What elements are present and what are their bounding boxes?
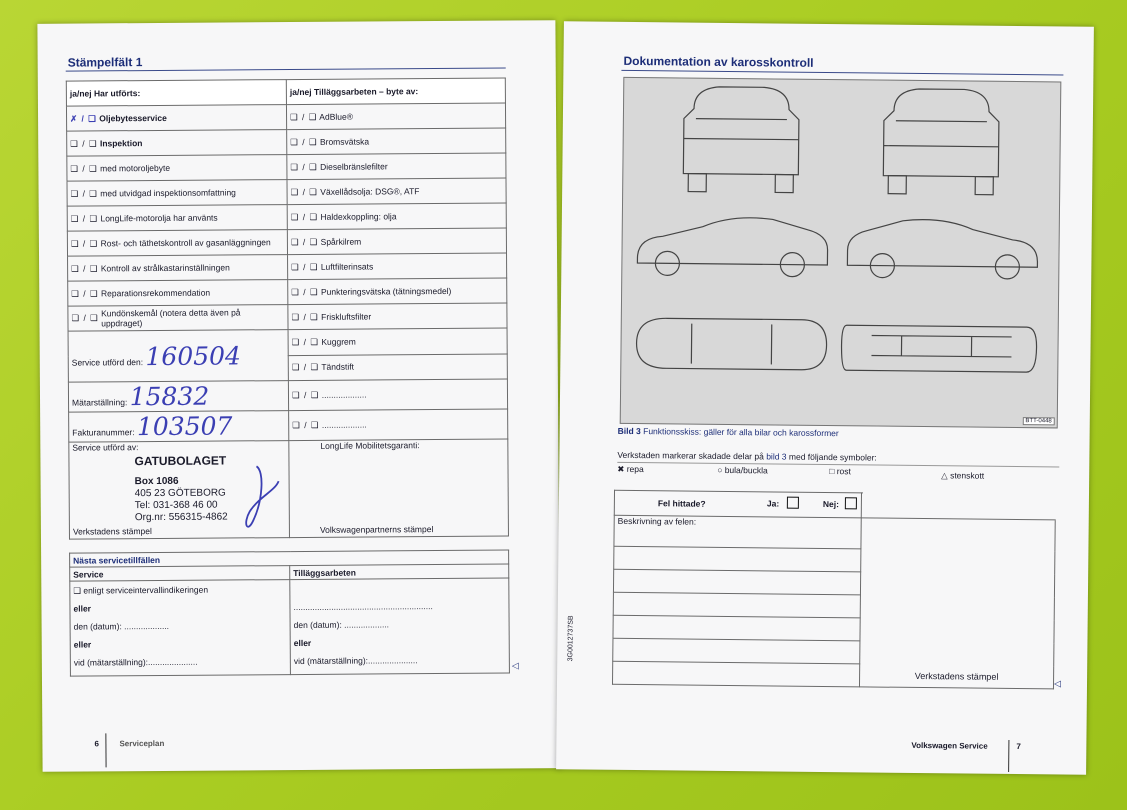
row-diesel-filter[interactable]: ❑ / ❑ Dieselbränslefilter (287, 153, 506, 180)
page-label: Serviceplan (119, 738, 165, 749)
row-timing-belt[interactable]: ❑ / ❑ Kuggrem (288, 328, 507, 355)
next-service-table (69, 550, 510, 677)
description-line[interactable] (613, 592, 860, 618)
row-adblue[interactable]: ❑ / ❑ AdBlue® (286, 103, 505, 130)
row-haldex[interactable]: ❑ / ❑ Haldexkoppling: olja (287, 203, 506, 230)
row-rust-gas[interactable]: ❑ / ❑ Rost- och täthetskontroll av gasanläggningen (67, 230, 287, 257)
section-title: Dokumentation av karosskontroll (623, 53, 814, 70)
row-extra-2[interactable]: ❑ / ❑ ................... (289, 409, 508, 441)
next-title: Nästa servicetillfällen (70, 550, 509, 567)
car-sketch[interactable] (620, 77, 1062, 429)
fault-found-row: Fel hittade? Ja: Nej: (614, 490, 861, 518)
faults-table (612, 490, 1056, 690)
stamp-name: GATUBOLAGET (134, 453, 227, 469)
row-brake-fluid[interactable]: ❑ / ❑ Bromsvätska (287, 128, 506, 155)
next-extra-cell[interactable]: ........................................................... den (datum): ................... eller vid (mätarställning):..................... (290, 578, 510, 675)
row-cabin-filter[interactable]: ❑ / ❑ Friskluftsfilter (288, 303, 507, 330)
row-gearbox-oil[interactable]: ❑ / ❑ Växellådsolja: DSG®, ATF (287, 178, 506, 205)
col2-header: ja/nej Tilläggsarbeten – byte av: (286, 78, 505, 105)
description-line[interactable] (613, 569, 860, 595)
row-customer-wish[interactable]: ❑ / ❑ Kundönskemål (notera detta även på uppdraget) (68, 305, 288, 332)
right-page (556, 21, 1094, 775)
description-line[interactable] (614, 546, 861, 572)
row-inspection[interactable]: ❑ / ❑ Inspektion (67, 130, 287, 157)
yes-checkbox[interactable] (787, 497, 799, 509)
checkbox-checked[interactable]: ✗ / ❑ (70, 112, 97, 124)
left-page (37, 20, 560, 772)
service-date-value: 160504 (145, 340, 241, 371)
row-belt[interactable]: ❑ / ❑ Spårkilrem (287, 228, 506, 255)
car-outline-icon (621, 78, 1061, 428)
longlife-cell: LongLife Mobilitetsgaranti: Volkswagenpartnerns stämpel (289, 439, 509, 538)
title-rule (621, 70, 1063, 76)
symbol-scratch: ✖ repa (617, 463, 644, 475)
mileage-cell[interactable]: Mätarställning: 15832 (68, 381, 288, 413)
mileage-value: 15832 (129, 381, 210, 412)
description-line[interactable] (613, 638, 860, 664)
page-number: 7 (1016, 742, 1021, 752)
no-checkbox[interactable] (845, 497, 857, 509)
description-label: Beskrivning av felen: (614, 515, 861, 549)
figure-caption: Bild 3 Funktionsskiss: gäller för alla bilar och karossformer (617, 425, 839, 439)
triangle-icon: ◁ (511, 660, 519, 671)
page-number: 6 (94, 739, 99, 749)
stamp-address: Box 1086 405 23 GÖTEBORG Tel: 031-368 46 00 Org.nr: 556315-4862 (134, 475, 228, 524)
invoice-cell[interactable]: Fakturanummer: 103507 (69, 411, 289, 443)
section-title: Stämpelfält 1 (67, 55, 143, 70)
col1-header: ja/nej Har utförts: (66, 80, 286, 107)
invoice-value: 103507 (136, 411, 233, 442)
row-longlife[interactable]: ❑ / ❑ LongLife-motorolja har använts (67, 205, 287, 232)
row-extra-1[interactable]: ❑ / ❑ ................... (288, 379, 507, 411)
row-headlight[interactable]: ❑ / ❑ Kontroll av strålkastarinställningen (68, 255, 288, 282)
footer-divider (105, 733, 106, 767)
next-service-cell[interactable]: ❑ enligt serviceintervallindikeringen eller den (datum): ................... eller vid (mätarställning):..................... (70, 580, 291, 677)
row-air-filter[interactable]: ❑ / ❑ Luftfilterinsats (288, 253, 507, 280)
next-col2: Tilläggsarbeten (290, 564, 509, 580)
symbol-dent: ○ bula/buckla (717, 464, 768, 476)
row-spark-plug[interactable]: ❑ / ❑ Tändstift (288, 354, 507, 381)
footer-divider (1008, 740, 1009, 772)
service-date-cell[interactable]: Service utförd den: 160504 (68, 330, 288, 383)
workshop-stamp-cell: Verkstadens stämpel (859, 518, 1055, 689)
row-extended-inspection[interactable]: ❑ / ❑ med utvidgad inspektionsomfattning (67, 180, 287, 207)
doc-code: 3G0012737SB (567, 615, 575, 662)
description-line[interactable] (613, 615, 860, 641)
triangle-icon: ◁ (1053, 678, 1061, 689)
footer-brand: Volkswagen Service (911, 740, 988, 751)
service-by-cell: Service utförd av: GATUBOLAGET Box 1086 405 23 GÖTEBORG Tel: 031-368 46 00 Org.nr: 556315-4862 Verkstadens stämpel (69, 441, 290, 540)
stamp-table (66, 78, 509, 540)
row-puncture[interactable]: ❑ / ❑ Punkteringsvätska (tätningsmedel) (288, 278, 507, 305)
symbol-stone-chip: △ stenskott (941, 470, 985, 481)
next-col1: Service (70, 566, 290, 582)
figure-code: BTT-0448 (1022, 417, 1054, 425)
row-oil-change[interactable]: ❑ / ❑ med motoroljebyte (67, 155, 287, 182)
row-oil-service[interactable]: ✗ / ❑ Oljebytesservice (66, 105, 286, 132)
row-repair-rec[interactable]: ❑ / ❑ Reparationsrekommendation (68, 280, 288, 307)
symbol-rust: □ rost (829, 466, 851, 477)
instruction: Verkstaden markerar skadade delar på bild 3 med följande symboler: (617, 449, 877, 463)
description-line[interactable] (612, 661, 859, 687)
signature-icon (234, 461, 285, 536)
